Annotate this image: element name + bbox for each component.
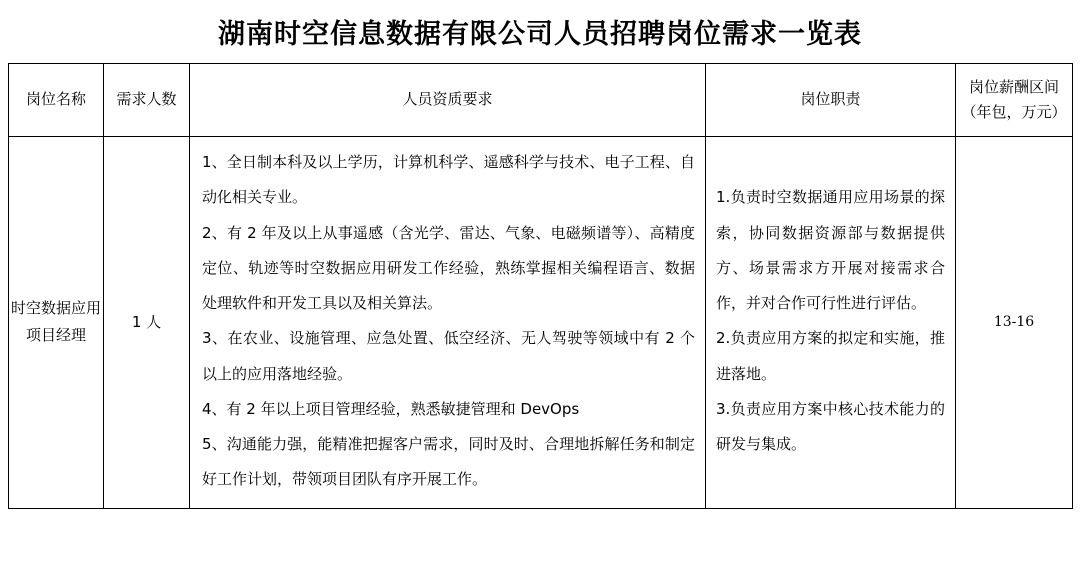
header-salary-line1: 岗位薪酬区间: [968, 77, 1059, 96]
duty-list: [706, 172, 955, 472]
cell-qualifications: [190, 137, 706, 509]
qualification-item: 1、全日制本科及以上学历，计算机科学、遥感科学与技术、电子工程、自动化相关专业。: [202, 153, 695, 207]
header-position-name: 岗位名称: [9, 64, 104, 137]
qualification-item: 5、沟通能力强，能精准把握客户需求，同时及时、合理地拆解任务和制定好工作计划，带领项目团队有序开展工作。: [202, 435, 695, 489]
qualification-item: 4、有 2 年以上项目管理经验，熟悉敏捷管理和 DevOps: [202, 399, 580, 418]
cell-position-name: 时空数据应用项目经理: [9, 137, 104, 509]
duty-item: 2.负责应用方案的拟定和实施，推进落地。: [716, 329, 945, 383]
header-qualifications: 人员资质要求: [190, 64, 706, 137]
header-duties: 岗位职责: [706, 64, 956, 137]
cell-salary: 13-16: [956, 137, 1073, 509]
header-headcount: 需求人数: [104, 64, 190, 137]
cell-duties: [706, 137, 956, 509]
duty-item: 3.负责应用方案中核心技术能力的研发与集成。: [716, 399, 945, 453]
table-header-row: [9, 64, 1073, 137]
qualification-item: 3、在农业、设施管理、应急处置、低空经济、无人驾驶等领域中有 2 个以上的应用落地经验。: [202, 329, 695, 383]
header-salary-line2: （年包，万元）: [961, 103, 1067, 121]
cell-headcount: 1 人: [104, 137, 190, 509]
table-row: [9, 137, 1073, 509]
header-salary: [956, 64, 1073, 137]
duty-item: 1.负责时空数据通用应用场景的探索，协同数据资源部与数据提供方、场景需求方开展对接需求合作，并对合作可行性进行评估。: [716, 188, 945, 312]
qualification-list: [190, 137, 705, 508]
recruitment-requirements-table: [8, 63, 1073, 509]
qualification-item: 2、有 2 年及以上从事遥感（含光学、雷达、气象、电磁频谱等）、高精度定位、轨迹等时空数据应用研发工作经验，熟练掌握相关编程语言、数据处理软件和开发工具以及相关算法。: [202, 223, 695, 312]
page-title: 湖南时空信息数据有限公司人员招聘岗位需求一览表: [218, 19, 862, 50]
